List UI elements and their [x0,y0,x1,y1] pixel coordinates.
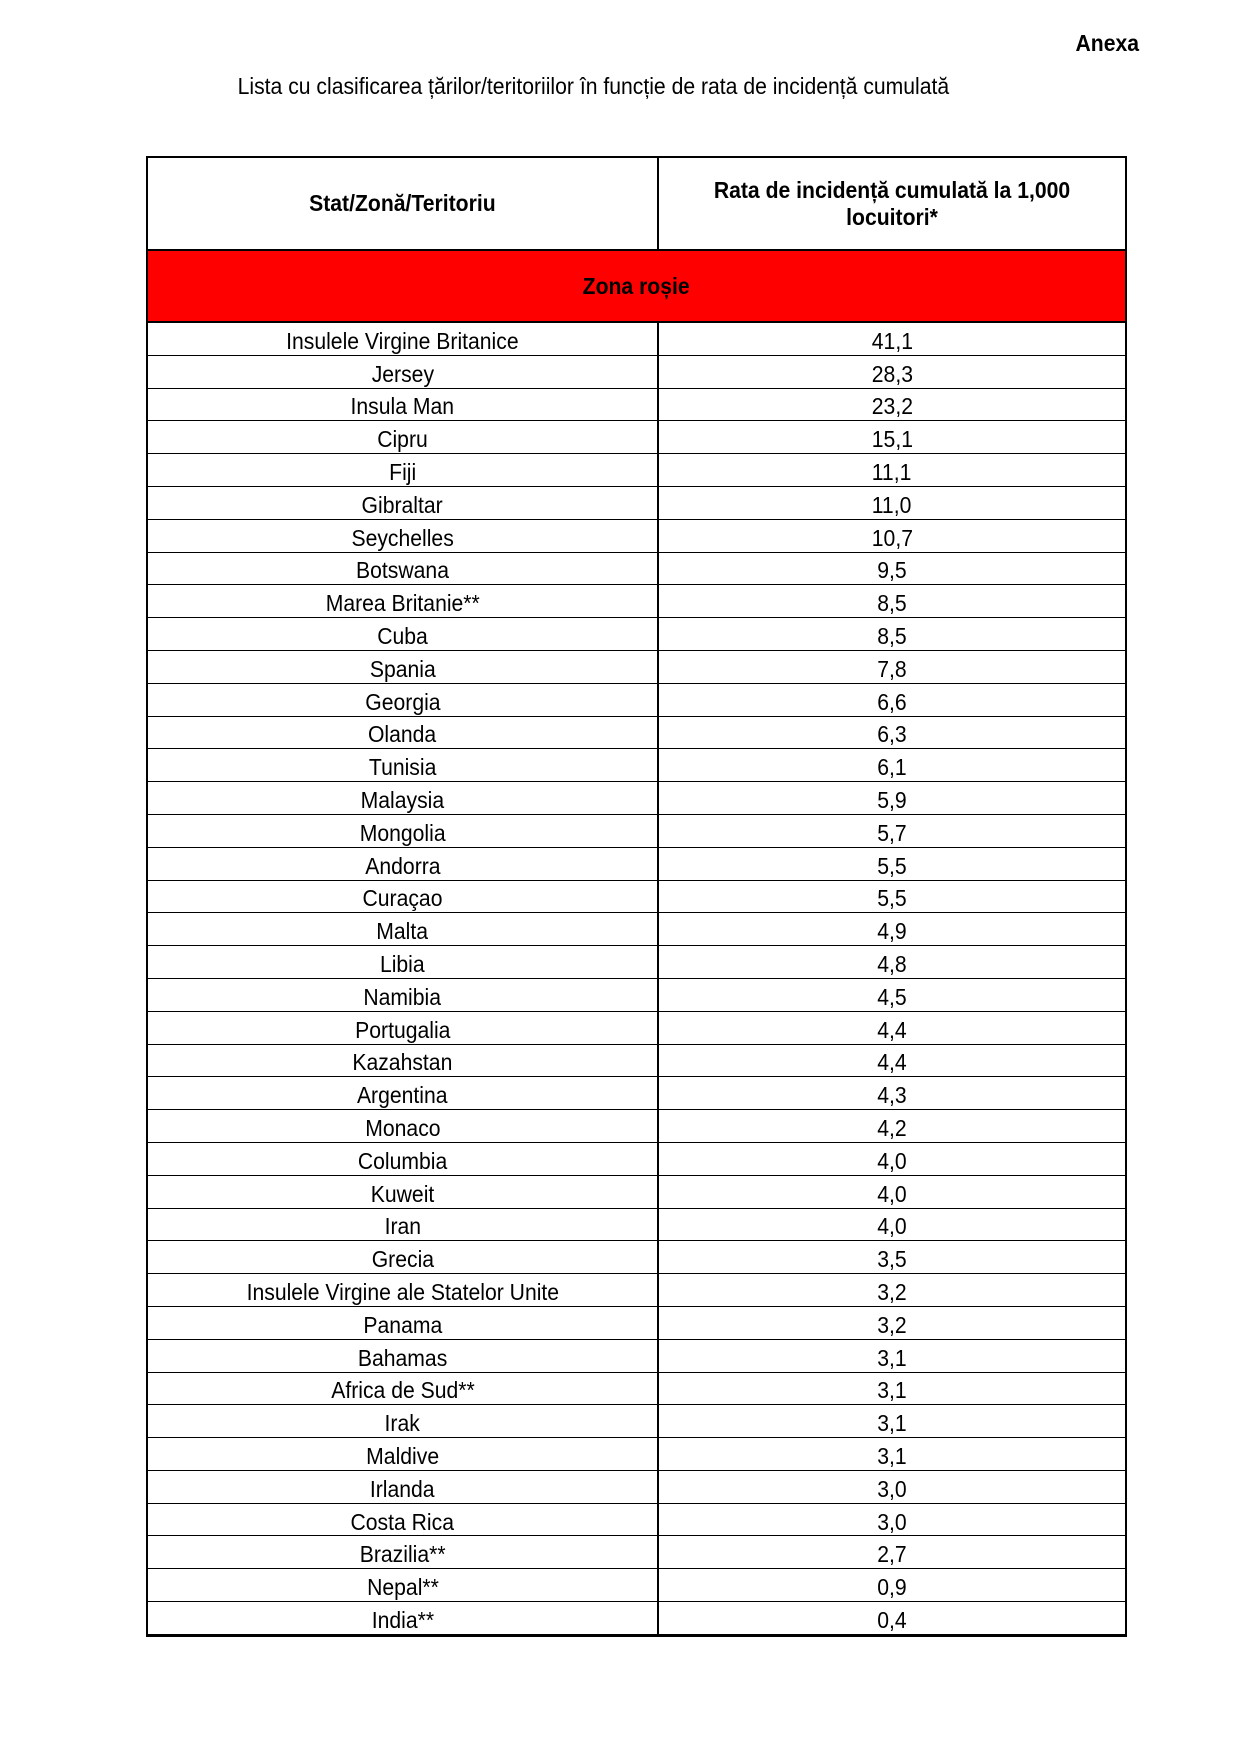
table-row [147,913,1126,946]
incidence-rate: 4,4 [877,1049,907,1076]
country-cell [147,913,658,946]
country-name: Monaco [364,1115,441,1142]
country-name: Cuba [377,623,428,650]
country-name: Botswana [356,557,449,584]
country-name: Costa Rica [350,1508,455,1535]
country-cell [147,1208,658,1241]
rate-cell [658,814,1126,847]
country-cell [147,650,658,683]
country-cell [147,421,658,454]
incidence-rate: 4,9 [877,918,907,945]
country-cell [147,1503,658,1536]
country-cell [147,454,658,487]
country-name: Cipru [377,426,428,453]
incidence-rate: 11,0 [872,491,912,518]
rate-cell [658,650,1126,683]
rate-cell [658,880,1126,913]
incidence-rate: 7,8 [877,655,907,682]
country-name: Argentina [357,1082,448,1109]
incidence-rate: 6,3 [877,721,907,748]
column-header-rate [658,157,1126,250]
country-cell [147,749,658,782]
country-name: Malta [376,918,429,945]
rate-cell [658,782,1126,815]
country-cell [147,355,658,388]
country-cell [147,716,658,749]
country-cell [147,946,658,979]
table-row [147,1405,1126,1438]
rate-cell [658,913,1126,946]
country-name: Kazahstan [352,1049,453,1076]
country-name: Grecia [371,1246,434,1273]
incidence-rate: 23,2 [871,393,913,420]
table-body [147,322,1126,1635]
country-cell [147,1536,658,1569]
table-row [147,1503,1126,1536]
table-row [147,1306,1126,1339]
country-cell [147,1339,658,1372]
incidence-rate: 3,1 [877,1344,907,1371]
rate-cell [658,1470,1126,1503]
rate-cell [658,618,1126,651]
incidence-rate: 4,8 [877,951,907,978]
rate-cell [658,1044,1126,1077]
country-name: Namibia [363,983,442,1010]
country-name: Insulele Virgine ale Statelor Unite [246,1279,559,1305]
rate-cell [658,552,1126,585]
rate-cell [658,454,1126,487]
annex-label: Anexa [1075,30,1139,56]
rate-cell [658,1142,1126,1175]
country-cell [147,1110,658,1143]
country-cell [147,1470,658,1503]
country-name: Spania [369,655,436,682]
country-name: Tunisia [368,754,437,781]
table-row [147,1044,1126,1077]
incidence-rate: 4,0 [877,1147,907,1174]
zone-label-cell [147,250,1126,322]
table-row [147,1241,1126,1274]
country-cell [147,1372,658,1405]
rate-cell [658,1306,1126,1339]
country-cell [147,388,658,421]
country-cell [147,1274,658,1307]
column-header-country [147,157,658,250]
country-cell [147,1569,658,1602]
country-name: Africa de Sud** [330,1377,475,1404]
table-row [147,1274,1126,1307]
table-row [147,1110,1126,1143]
zone-row-red [147,250,1126,322]
country-cell [147,1175,658,1208]
incidence-rate: 5,7 [877,819,907,846]
table-row [147,814,1126,847]
incidence-rate: 3,1 [877,1377,907,1404]
country-name: Portugalia [354,1016,451,1043]
table-header-row [147,157,1126,250]
rate-cell [658,1339,1126,1372]
rate-cell [658,1208,1126,1241]
country-cell [147,322,658,355]
rate-cell [658,1372,1126,1405]
country-name: Curaçao [362,885,443,912]
incidence-rate: 4,0 [877,1213,907,1240]
country-cell [147,814,658,847]
table-row [147,683,1126,716]
country-cell [147,1077,658,1110]
rate-cell [658,1175,1126,1208]
country-cell [147,847,658,880]
country-name: Panama [363,1311,442,1338]
rate-cell [658,1077,1126,1110]
incidence-rate: 5,5 [877,885,907,912]
country-name: Insulele Virgine Britanice [286,327,519,354]
table-row [147,978,1126,1011]
table-row [147,1602,1126,1636]
rate-cell [658,1569,1126,1602]
table-row [147,782,1126,815]
rate-cell [658,1405,1126,1438]
rate-cell [658,1110,1126,1143]
country-name: Columbia [357,1147,448,1174]
incidence-rate: 3,5 [877,1246,907,1273]
country-cell [147,1306,658,1339]
table-row [147,552,1126,585]
table-row [147,1142,1126,1175]
country-cell [147,585,658,618]
country-name: Brazilia** [359,1541,446,1568]
country-cell [147,519,658,552]
country-name: Olanda [368,721,437,748]
country-name: Malaysia [360,787,445,814]
incidence-rate: 3,1 [877,1410,907,1437]
incidence-rate: 0,9 [877,1574,907,1601]
incidence-rate: 4,3 [877,1082,907,1109]
rate-cell [658,847,1126,880]
table-row [147,618,1126,651]
table-row [147,1208,1126,1241]
rate-cell [658,519,1126,552]
rate-cell [658,716,1126,749]
table-row [147,1536,1126,1569]
incidence-rate: 28,3 [871,360,913,387]
table-row [147,1175,1126,1208]
table-row [147,1339,1126,1372]
incidence-rate: 6,6 [877,688,907,715]
table-row [147,519,1126,552]
incidence-rate: 15,1 [871,426,913,453]
rate-cell [658,1503,1126,1536]
country-name: Libia [380,951,425,978]
table-row [147,1077,1126,1110]
country-name: Kuweit [370,1180,435,1207]
country-cell [147,1241,658,1274]
table-row [147,1569,1126,1602]
country-name: Bahamas [357,1344,448,1371]
document-title: Lista cu clasificarea țărilor/teritoriilor în funcție de rata de incidență cumulată [237,73,950,99]
incidence-rate: 8,5 [877,623,907,650]
country-name: Mongolia [359,819,446,846]
rate-cell [658,946,1126,979]
table-row [147,749,1126,782]
country-cell [147,1142,658,1175]
rate-cell [658,749,1126,782]
country-name: Jersey [371,360,434,387]
table-row [147,454,1126,487]
rate-cell [658,322,1126,355]
country-name: Seychelles [351,524,454,551]
incidence-rate: 3,0 [877,1475,907,1502]
country-cell [147,880,658,913]
rate-cell [658,486,1126,519]
country-cell [147,618,658,651]
table-row [147,1011,1126,1044]
rate-cell [658,355,1126,388]
table-row [147,585,1126,618]
rate-cell [658,1011,1126,1044]
incidence-rate: 4,5 [877,983,907,1010]
country-cell [147,1602,658,1636]
incidence-rate: 3,1 [877,1442,907,1469]
country-name: Andorra [364,852,441,879]
table-row [147,421,1126,454]
table-row [147,880,1126,913]
country-name: Gibraltar [361,491,444,518]
incidence-rate: 3,2 [877,1311,907,1338]
rate-cell [658,421,1126,454]
table-row [147,650,1126,683]
incidence-rate: 2,7 [877,1541,907,1568]
rate-cell [658,1274,1126,1307]
table-row [147,716,1126,749]
table-row [147,847,1126,880]
rate-cell [658,1241,1126,1274]
rate-cell [658,1536,1126,1569]
table-row [147,1372,1126,1405]
incidence-rate: 10,7 [871,524,913,551]
rate-cell [658,978,1126,1011]
incidence-rate: 41,1 [871,327,913,354]
rate-cell [658,683,1126,716]
country-name: Nepal** [366,1574,439,1601]
country-name: Marea Britanie** [325,590,480,617]
incidence-rate: 5,9 [877,787,907,814]
country-name: Fiji [388,459,417,486]
country-name: Maldive [366,1442,439,1469]
classification-table [146,156,1127,1637]
country-cell [147,1438,658,1471]
column-header-country-label: Stat/Zonă/Teritoriu [309,190,496,216]
table-row [147,322,1126,355]
table-row [147,1438,1126,1471]
incidence-rate: 8,5 [877,590,907,617]
country-name: Iran [384,1213,421,1240]
rate-cell [658,388,1126,421]
incidence-rate: 3,0 [877,1508,907,1535]
country-name: Irak [384,1410,421,1437]
table-row [147,1470,1126,1503]
incidence-rate: 9,5 [877,557,907,584]
incidence-rate: 6,1 [877,754,907,781]
country-cell [147,1405,658,1438]
table-row [147,355,1126,388]
incidence-rate: 3,2 [877,1279,907,1305]
zone-label: Zona roșie [582,272,691,299]
country-cell [147,978,658,1011]
table-row [147,486,1126,519]
country-cell [147,782,658,815]
country-cell [147,1011,658,1044]
table-row [147,388,1126,421]
table-row [147,946,1126,979]
column-header-rate-label: Rata de incidență cumulată la 1,000 locuitori* [713,176,1071,230]
country-cell [147,552,658,585]
country-name: India** [371,1606,434,1633]
rate-cell [658,585,1126,618]
incidence-rate: 5,5 [877,852,907,879]
country-name: Georgia [364,688,441,715]
country-cell [147,486,658,519]
country-cell [147,1044,658,1077]
incidence-rate: 11,1 [872,459,912,486]
incidence-rate: 4,4 [877,1016,907,1043]
country-name: Irlanda [370,1475,435,1502]
incidence-rate: 0,4 [877,1606,907,1633]
incidence-rate: 4,2 [877,1115,907,1142]
rate-cell [658,1602,1126,1636]
rate-cell [658,1438,1126,1471]
country-cell [147,683,658,716]
incidence-rate: 4,0 [877,1180,907,1207]
country-name: Insula Man [350,393,455,420]
